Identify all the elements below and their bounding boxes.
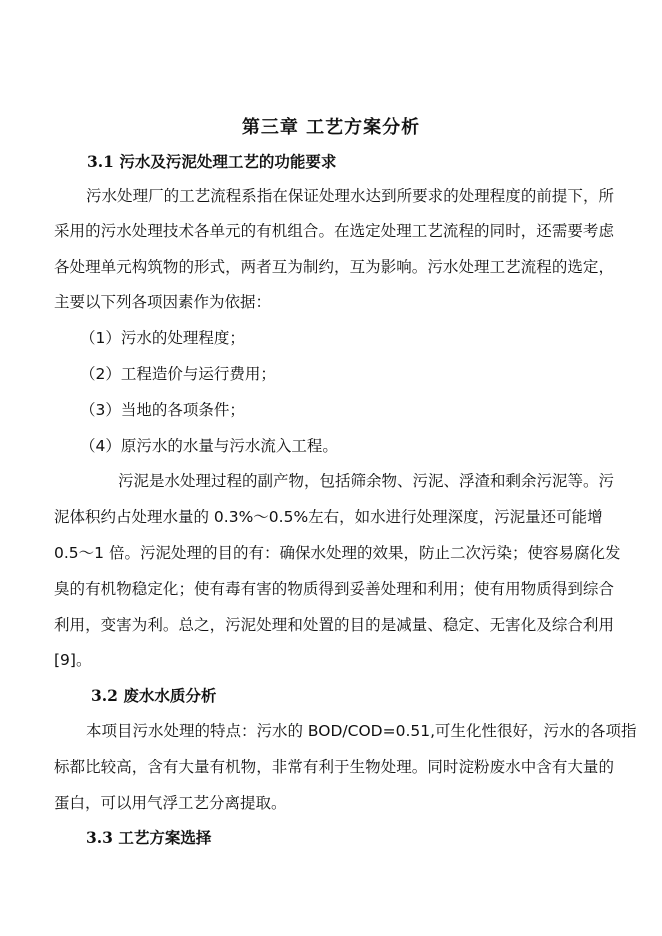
list-item: （4）原污水的水量与污水流入工程。: [80, 437, 338, 455]
paragraph-line: 利用，变害为利。总之，污泥处理和处置的目的是减量、稳定、无害化及综合利用: [54, 616, 614, 634]
list-item: （1）污水的处理程度；: [80, 329, 245, 347]
paragraph-line: 主要以下列各项因素作为依据：: [54, 293, 272, 311]
paragraph-line: 泥体积约占处理水量的 0.3%～0.5%左右，如水进行处理深度，污泥量还可能增: [54, 508, 603, 526]
paragraph-line: 污水处理厂的工艺流程系指在保证处理水达到所要求的处理程度的前提下，所: [86, 187, 614, 205]
paragraph-line: 污泥是水处理过程的副产物，包括筛余物、污泥、浮渣和剩余污泥等。污: [118, 472, 615, 490]
list-item: （2）工程造价与运行费用；: [80, 365, 276, 383]
section-heading-3-1: 3.1 污水及污泥处理工艺的功能要求: [87, 152, 337, 171]
section-heading-3-2: 3.2 废水水质分析: [91, 686, 217, 705]
section-heading-3-3: 3.3 工艺方案选择: [86, 828, 212, 847]
paragraph-line: 蛋白，可以用气浮工艺分离提取。: [54, 794, 287, 812]
paragraph-line: 各处理单元构筑物的形式，两者互为制约，互为影响。污水处理工艺流程的选定，: [54, 258, 614, 276]
paragraph-line: 0.5～1 倍。污泥处理的目的有：确保水处理的效果，防止二次污染；使容易腐化发: [54, 544, 621, 562]
paragraph-line: 臭的有机物稳定化；使有毒有害的物质得到妥善处理和利用；使有用物质得到综合: [54, 580, 614, 598]
paragraph-line: 标都比较高，含有大量有机物，非常有利于生物处理。同时淀粉废水中含有大量的: [54, 758, 614, 776]
paragraph-line: [9]。: [54, 651, 92, 669]
chapter-title: 第三章 工艺方案分析: [241, 117, 421, 138]
paragraph-line: 本项目污水处理的特点：污水的 BOD/COD=0.51,可生化性很好，污水的各项指: [86, 722, 637, 740]
list-item: （3）当地的各项条件；: [80, 401, 245, 419]
paragraph-line: 采用的污水处理技术各单元的有机组合。在选定处理工艺流程的同时，还需要考虑: [54, 222, 614, 240]
